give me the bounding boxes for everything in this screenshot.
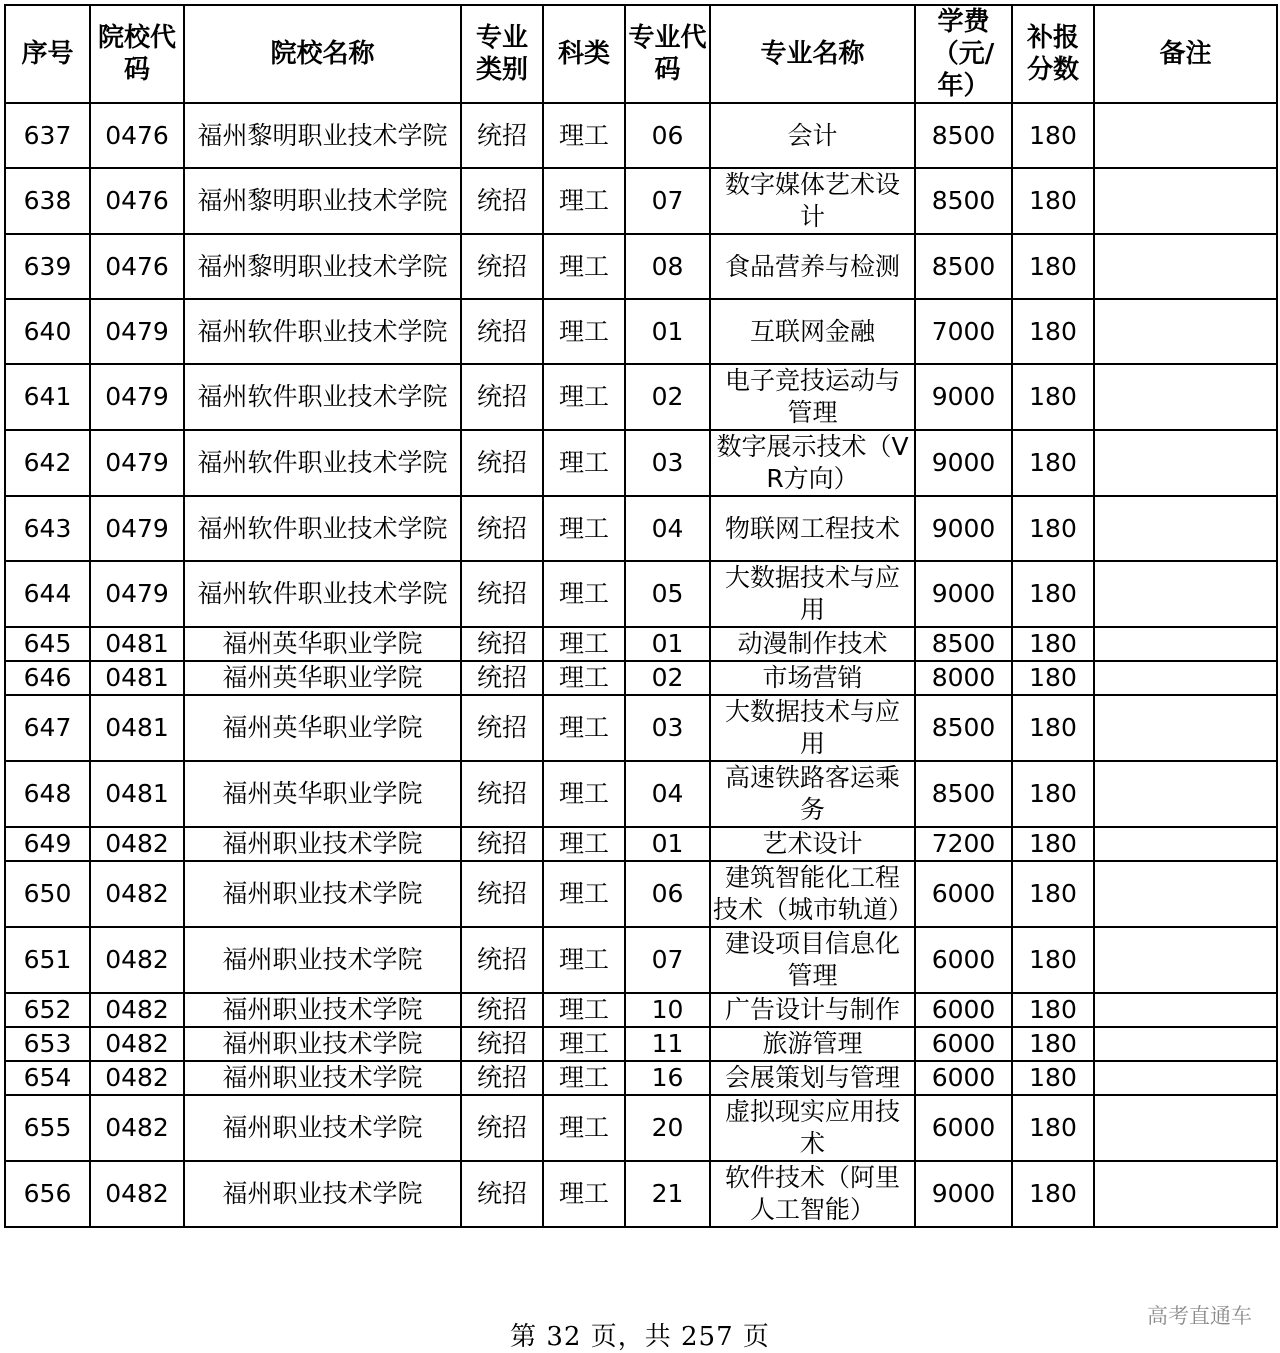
cell-major-code: 20 <box>625 1095 710 1161</box>
cell-school-code: 0482 <box>90 927 184 993</box>
table-row <box>5 496 1277 561</box>
cell-category: 理工 <box>543 430 625 496</box>
cell-score: 180 <box>1012 861 1094 927</box>
cell-tuition: 6000 <box>915 1095 1012 1161</box>
cell-score: 180 <box>1012 168 1094 234</box>
cell-category: 理工 <box>543 103 625 168</box>
cell-tuition: 8500 <box>915 168 1012 234</box>
cell-major-code: 01 <box>625 827 710 861</box>
cell-category: 理工 <box>543 364 625 430</box>
cell-seq: 642 <box>5 430 90 496</box>
cell-category: 理工 <box>543 561 625 627</box>
cell-remark <box>1094 496 1277 561</box>
cell-major-code: 06 <box>625 103 710 168</box>
cell-remark <box>1094 234 1277 299</box>
cell-school-name: 福州软件职业技术学院 <box>184 561 461 627</box>
cell-score: 180 <box>1012 430 1094 496</box>
cell-category: 理工 <box>543 496 625 561</box>
cell-remark <box>1094 168 1277 234</box>
header-major-name: 专业名称 <box>710 5 915 103</box>
cell-major-type: 统招 <box>461 103 543 168</box>
cell-tuition: 8500 <box>915 234 1012 299</box>
cell-major-code: 04 <box>625 761 710 827</box>
cell-seq: 649 <box>5 827 90 861</box>
header-school-name: 院校名称 <box>184 5 461 103</box>
cell-major-name: 建筑智能化工程技术（城市轨道） <box>710 861 915 927</box>
cell-tuition: 6000 <box>915 861 1012 927</box>
table-row <box>5 695 1277 761</box>
cell-category: 理工 <box>543 1061 625 1095</box>
table-row <box>5 661 1277 695</box>
cell-remark <box>1094 1095 1277 1161</box>
cell-school-name: 福州英华职业学院 <box>184 695 461 761</box>
cell-school-code: 0482 <box>90 861 184 927</box>
cell-school-name: 福州职业技术学院 <box>184 1027 461 1061</box>
cell-school-code: 0479 <box>90 364 184 430</box>
table-row <box>5 1061 1277 1095</box>
cell-tuition: 6000 <box>915 1027 1012 1061</box>
cell-major-code: 16 <box>625 1061 710 1095</box>
cell-major-name: 旅游管理 <box>710 1027 915 1061</box>
cell-score: 180 <box>1012 103 1094 168</box>
cell-major-name: 互联网金融 <box>710 299 915 364</box>
cell-school-code: 0482 <box>90 1061 184 1095</box>
cell-major-type: 统招 <box>461 927 543 993</box>
cell-school-name: 福州职业技术学院 <box>184 927 461 993</box>
cell-school-name: 福州英华职业学院 <box>184 761 461 827</box>
cell-seq: 643 <box>5 496 90 561</box>
cell-major-type: 统招 <box>461 761 543 827</box>
cell-seq: 640 <box>5 299 90 364</box>
header-tuition: 学费（元/年） <box>915 5 1012 103</box>
cell-major-name: 动漫制作技术 <box>710 627 915 661</box>
cell-school-code: 0482 <box>90 827 184 861</box>
cell-school-name: 福州职业技术学院 <box>184 827 461 861</box>
cell-score: 180 <box>1012 661 1094 695</box>
cell-category: 理工 <box>543 627 625 661</box>
cell-school-name: 福州职业技术学院 <box>184 993 461 1027</box>
cell-tuition: 8500 <box>915 761 1012 827</box>
cell-category: 理工 <box>543 1095 625 1161</box>
cell-major-type: 统招 <box>461 496 543 561</box>
cell-tuition: 9000 <box>915 1161 1012 1227</box>
cell-remark <box>1094 561 1277 627</box>
cell-major-type: 统招 <box>461 661 543 695</box>
table-row <box>5 627 1277 661</box>
cell-major-code: 06 <box>625 861 710 927</box>
table-row <box>5 1095 1277 1161</box>
cell-major-code: 01 <box>625 299 710 364</box>
cell-tuition: 8500 <box>915 627 1012 661</box>
cell-major-type: 统招 <box>461 430 543 496</box>
cell-school-code: 0482 <box>90 1161 184 1227</box>
header-row <box>5 5 1277 103</box>
cell-school-name: 福州职业技术学院 <box>184 861 461 927</box>
cell-school-code: 0482 <box>90 1027 184 1061</box>
cell-category: 理工 <box>543 168 625 234</box>
table-row <box>5 299 1277 364</box>
cell-school-code: 0479 <box>90 299 184 364</box>
cell-category: 理工 <box>543 1161 625 1227</box>
cell-score: 180 <box>1012 695 1094 761</box>
cell-remark <box>1094 695 1277 761</box>
cell-seq: 652 <box>5 993 90 1027</box>
cell-seq: 654 <box>5 1061 90 1095</box>
cell-score: 180 <box>1012 496 1094 561</box>
cell-major-type: 统招 <box>461 627 543 661</box>
cell-major-type: 统招 <box>461 1061 543 1095</box>
cell-score: 180 <box>1012 1161 1094 1227</box>
cell-school-code: 0479 <box>90 561 184 627</box>
cell-score: 180 <box>1012 299 1094 364</box>
cell-category: 理工 <box>543 761 625 827</box>
page-number: 第 32 页，共 257 页 <box>510 1322 770 1352</box>
table-row <box>5 364 1277 430</box>
cell-school-code: 0479 <box>90 496 184 561</box>
cell-major-name: 艺术设计 <box>710 827 915 861</box>
cell-major-name: 高速铁路客运乘务 <box>710 761 915 827</box>
table-row <box>5 1161 1277 1227</box>
cell-school-name: 福州软件职业技术学院 <box>184 364 461 430</box>
header-seq: 序号 <box>5 5 90 103</box>
cell-tuition: 9000 <box>915 561 1012 627</box>
header-remark: 备注 <box>1094 5 1277 103</box>
cell-school-name: 福州黎明职业技术学院 <box>184 103 461 168</box>
cell-tuition: 9000 <box>915 496 1012 561</box>
cell-major-type: 统招 <box>461 1095 543 1161</box>
cell-category: 理工 <box>543 234 625 299</box>
cell-school-name: 福州职业技术学院 <box>184 1161 461 1227</box>
cell-major-code: 05 <box>625 561 710 627</box>
cell-tuition: 8000 <box>915 661 1012 695</box>
cell-score: 180 <box>1012 927 1094 993</box>
table-row <box>5 103 1277 168</box>
cell-category: 理工 <box>543 299 625 364</box>
cell-tuition: 6000 <box>915 993 1012 1027</box>
cell-major-code: 07 <box>625 168 710 234</box>
cell-remark <box>1094 761 1277 827</box>
cell-school-code: 0476 <box>90 234 184 299</box>
cell-school-name: 福州职业技术学院 <box>184 1095 461 1161</box>
cell-school-code: 0481 <box>90 761 184 827</box>
cell-remark <box>1094 861 1277 927</box>
cell-school-code: 0481 <box>90 627 184 661</box>
cell-score: 180 <box>1012 364 1094 430</box>
cell-school-code: 0479 <box>90 430 184 496</box>
cell-major-code: 03 <box>625 430 710 496</box>
admissions-table <box>4 4 1278 1228</box>
cell-remark <box>1094 364 1277 430</box>
cell-major-name: 数字媒体艺术设计 <box>710 168 915 234</box>
cell-major-code: 08 <box>625 234 710 299</box>
cell-major-name: 市场营销 <box>710 661 915 695</box>
cell-school-name: 福州软件职业技术学院 <box>184 496 461 561</box>
cell-school-name: 福州软件职业技术学院 <box>184 299 461 364</box>
cell-school-name: 福州职业技术学院 <box>184 1061 461 1095</box>
header-school-code: 院校代码 <box>90 5 184 103</box>
cell-tuition: 8500 <box>915 695 1012 761</box>
cell-school-code: 0476 <box>90 168 184 234</box>
cell-seq: 655 <box>5 1095 90 1161</box>
cell-remark <box>1094 993 1277 1027</box>
cell-major-type: 统招 <box>461 168 543 234</box>
cell-seq: 656 <box>5 1161 90 1227</box>
cell-score: 180 <box>1012 1095 1094 1161</box>
cell-score: 180 <box>1012 1027 1094 1061</box>
cell-seq: 650 <box>5 861 90 927</box>
cell-remark <box>1094 927 1277 993</box>
cell-school-name: 福州英华职业学院 <box>184 661 461 695</box>
cell-school-name: 福州黎明职业技术学院 <box>184 168 461 234</box>
cell-major-type: 统招 <box>461 861 543 927</box>
cell-remark <box>1094 627 1277 661</box>
cell-seq: 637 <box>5 103 90 168</box>
cell-major-name: 虚拟现实应用技术 <box>710 1095 915 1161</box>
cell-seq: 653 <box>5 1027 90 1061</box>
cell-seq: 638 <box>5 168 90 234</box>
cell-major-type: 统招 <box>461 364 543 430</box>
cell-score: 180 <box>1012 1061 1094 1095</box>
cell-category: 理工 <box>543 695 625 761</box>
table-row <box>5 993 1277 1027</box>
cell-tuition: 6000 <box>915 927 1012 993</box>
cell-school-name: 福州英华职业学院 <box>184 627 461 661</box>
cell-remark <box>1094 1027 1277 1061</box>
cell-seq: 648 <box>5 761 90 827</box>
table-row <box>5 234 1277 299</box>
cell-remark <box>1094 1061 1277 1095</box>
cell-score: 180 <box>1012 234 1094 299</box>
cell-school-name: 福州黎明职业技术学院 <box>184 234 461 299</box>
table-row <box>5 1027 1277 1061</box>
cell-seq: 651 <box>5 927 90 993</box>
cell-major-code: 11 <box>625 1027 710 1061</box>
cell-major-name: 会计 <box>710 103 915 168</box>
cell-major-code: 02 <box>625 661 710 695</box>
table-row <box>5 168 1277 234</box>
cell-major-code: 21 <box>625 1161 710 1227</box>
cell-school-code: 0482 <box>90 993 184 1027</box>
cell-major-type: 统招 <box>461 993 543 1027</box>
cell-remark <box>1094 430 1277 496</box>
cell-school-code: 0482 <box>90 1095 184 1161</box>
cell-major-code: 07 <box>625 927 710 993</box>
cell-major-name: 电子竞技运动与管理 <box>710 364 915 430</box>
cell-remark <box>1094 103 1277 168</box>
cell-tuition: 9000 <box>915 430 1012 496</box>
cell-score: 180 <box>1012 761 1094 827</box>
cell-major-type: 统招 <box>461 561 543 627</box>
cell-score: 180 <box>1012 627 1094 661</box>
cell-major-name: 食品营养与检测 <box>710 234 915 299</box>
cell-tuition: 7000 <box>915 299 1012 364</box>
cell-seq: 645 <box>5 627 90 661</box>
cell-major-code: 02 <box>625 364 710 430</box>
cell-major-code: 01 <box>625 627 710 661</box>
cell-school-name: 福州软件职业技术学院 <box>184 430 461 496</box>
table-row <box>5 927 1277 993</box>
cell-major-name: 软件技术（阿里人工智能） <box>710 1161 915 1227</box>
cell-major-code: 03 <box>625 695 710 761</box>
cell-category: 理工 <box>543 993 625 1027</box>
cell-tuition: 9000 <box>915 364 1012 430</box>
cell-category: 理工 <box>543 661 625 695</box>
cell-category: 理工 <box>543 927 625 993</box>
cell-seq: 639 <box>5 234 90 299</box>
cell-score: 180 <box>1012 993 1094 1027</box>
table-body <box>5 103 1277 1227</box>
cell-remark <box>1094 661 1277 695</box>
cell-major-type: 统招 <box>461 695 543 761</box>
cell-category: 理工 <box>543 1027 625 1061</box>
cell-seq: 646 <box>5 661 90 695</box>
cell-major-type: 统招 <box>461 234 543 299</box>
watermark-text: 高考直通车 <box>1147 1304 1252 1328</box>
cell-major-name: 建设项目信息化管理 <box>710 927 915 993</box>
cell-remark <box>1094 299 1277 364</box>
cell-score: 180 <box>1012 827 1094 861</box>
table-row <box>5 827 1277 861</box>
cell-category: 理工 <box>543 861 625 927</box>
cell-seq: 641 <box>5 364 90 430</box>
cell-major-type: 统招 <box>461 1161 543 1227</box>
cell-score: 180 <box>1012 561 1094 627</box>
cell-major-code: 04 <box>625 496 710 561</box>
table-row <box>5 430 1277 496</box>
cell-remark <box>1094 827 1277 861</box>
cell-category: 理工 <box>543 827 625 861</box>
table-row <box>5 561 1277 627</box>
cell-major-type: 统招 <box>461 299 543 364</box>
header-major-code: 专业代码 <box>625 5 710 103</box>
cell-major-code: 10 <box>625 993 710 1027</box>
table-row <box>5 861 1277 927</box>
header-major-type: 专业类别 <box>461 5 543 103</box>
cell-major-name: 广告设计与制作 <box>710 993 915 1027</box>
cell-tuition: 7200 <box>915 827 1012 861</box>
header-score: 补报分数 <box>1012 5 1094 103</box>
cell-school-code: 0476 <box>90 103 184 168</box>
cell-major-name: 物联网工程技术 <box>710 496 915 561</box>
cell-major-name: 大数据技术与应用 <box>710 695 915 761</box>
cell-major-name: 大数据技术与应用 <box>710 561 915 627</box>
cell-seq: 647 <box>5 695 90 761</box>
cell-major-name: 数字展示技术（VR方向） <box>710 430 915 496</box>
header-category: 科类 <box>543 5 625 103</box>
cell-major-type: 统招 <box>461 827 543 861</box>
cell-tuition: 8500 <box>915 103 1012 168</box>
cell-remark <box>1094 1161 1277 1227</box>
cell-seq: 644 <box>5 561 90 627</box>
cell-major-type: 统招 <box>461 1027 543 1061</box>
cell-school-code: 0481 <box>90 695 184 761</box>
cell-tuition: 6000 <box>915 1061 1012 1095</box>
cell-major-name: 会展策划与管理 <box>710 1061 915 1095</box>
cell-school-code: 0481 <box>90 661 184 695</box>
table-row <box>5 761 1277 827</box>
